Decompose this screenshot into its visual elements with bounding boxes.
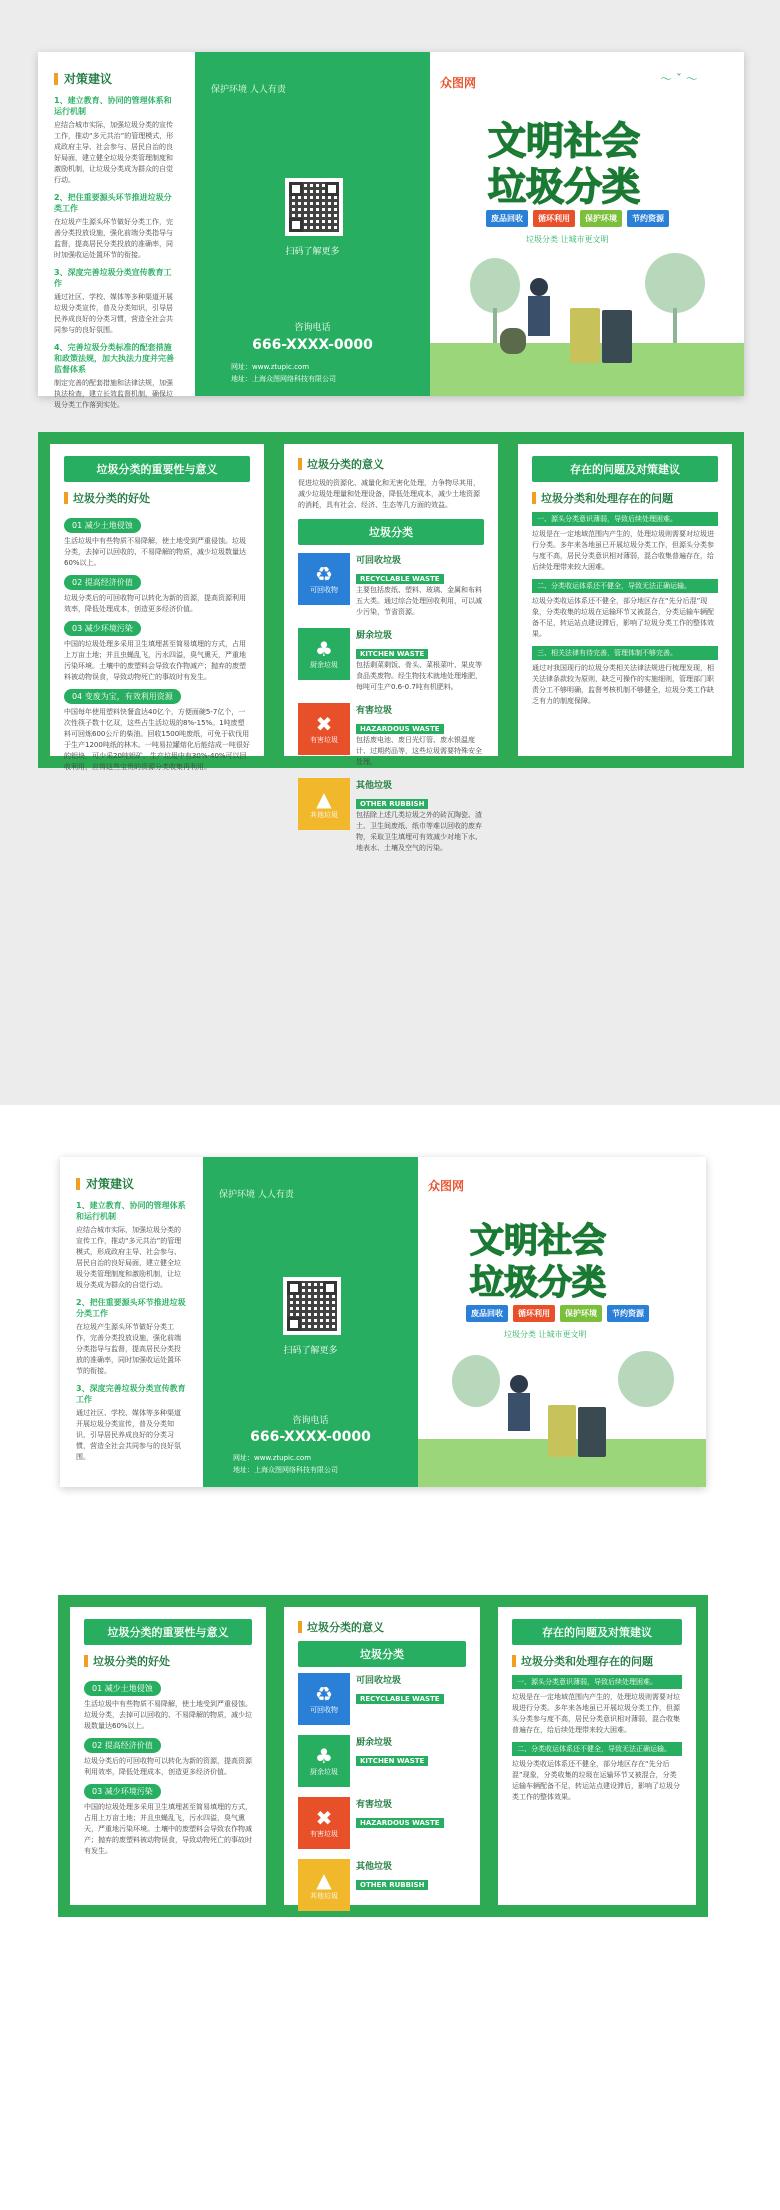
recyclable-icon-2: ♻ 可回收物 — [298, 1673, 350, 1725]
problems-heading-2: 垃圾分类和处理存在的问题 — [512, 1653, 682, 1669]
benefit-3-body-2: 中国的垃圾处理多采用卫生填埋甚至简易填埋的方式，占用上万亩土地；并且虫蝇乱飞，污水四溢，臭气熏天，严重地污染环境。土壤中的废塑料会导致农作物减产；抛弃的废塑料被动物误食，导致动物死亡的事故时有发生。 — [84, 1803, 252, 1855]
problem-1-label-2: 一、源头分类意识薄弱，导致后续处理困难。 — [512, 1675, 682, 1689]
hazardous-icon: ✖ 有害垃圾 — [298, 703, 350, 755]
address: 地址：上海众图网络科技有限公司 — [231, 375, 336, 383]
problem-3-body: 通过对我国现行的垃圾分类相关法律法规进行梳理发现，相关法律条款较为原则，缺乏可操作的实施细则，管理部门职责分工不够明确，监督考核机制不够健全，垃圾分类工作缺乏有力的制度保障。 — [532, 664, 714, 705]
strategy-heading-3b: 3、深度完善垃圾分类宣传教育工作 — [76, 1384, 186, 1404]
category-hazardous-2: ✖ 有害垃圾 有害垃圾 HAZARDOUS WASTE — [298, 1797, 466, 1849]
benefit-1-label: 01 减少土地侵蚀 — [64, 518, 141, 533]
panel-categories — [284, 444, 498, 852]
strategy-body-1b: 应结合城市实际，加强垃圾分类的宣传工作，推动“多元共治”的管理模式，形成政府主导、社会参与、居民自治的良好局面，建立健全垃圾分类管理制度和激励机制，让垃圾分类成为群众的自觉行动。 — [76, 1226, 182, 1289]
problems-heading: 垃圾分类和处理存在的问题 — [532, 490, 718, 506]
cover-title-line1-2: 文明社会 — [470, 1221, 606, 1261]
qr-caption: 扫码了解更多 — [285, 247, 340, 257]
meaning-heading: 垃圾分类的意义 — [298, 456, 484, 472]
panel-problems — [518, 444, 732, 756]
benefit-2-label-2: 02 提高经济价值 — [84, 1738, 161, 1753]
strategy-body-4: 制定完善的配套措施和法律法规，加强执法检查，建立长效监督机制，确保垃圾分类工作落到实处。 — [54, 379, 173, 409]
tag-save: 节约资源 — [627, 210, 669, 227]
birds-icon: 〜 ˇ 〜 — [660, 72, 698, 86]
benefit-1-body: 生活垃圾中有些物质不易降解，使土地受到严重侵蚀。垃圾分类，去掉可以回收的、不易降解的物质，减少垃圾数量达60%以上。 — [64, 537, 246, 567]
panel-cover-2 — [418, 1157, 706, 1487]
problem-2-label: 二、分类收运体系还不健全，导致无法正确运输。 — [532, 579, 718, 593]
benefits-heading: 垃圾分类的好处 — [64, 490, 250, 506]
cover-title-line2: 垃圾分类 — [488, 164, 641, 209]
panel-strategy-2 — [60, 1157, 203, 1487]
tag-reuse-2: 循环利用 — [513, 1305, 555, 1322]
category-kitchen-2: ♣ 厨余垃圾 厨余垃圾 KITCHEN WASTE — [298, 1735, 466, 1787]
panel-cover — [430, 52, 744, 396]
panel-categories-2 — [284, 1607, 480, 1905]
tag-save-2: 节约资源 — [607, 1305, 649, 1322]
hazardous-icon-2: ✖ 有害垃圾 — [298, 1797, 350, 1849]
website: 网址：www.ztupic.com — [231, 363, 310, 371]
problem-3-label: 三、相关法律有待完善，管理体制不够完善。 — [532, 646, 718, 660]
strategy-heading-3: 3、深度完善垃圾分类宣传教育工作 — [54, 268, 172, 288]
category-recyclable: ♻ 可回收物 可回收垃圾 RECYCLABLE WASTE 主要包括废纸、塑料、玻璃、金属和布料五大类。通过综合处理回收利用，可以减少污染，节省资源。 — [298, 553, 484, 618]
brand-logo-2: 众图网 — [428, 1179, 465, 1193]
strategy-body-2b: 在垃圾产生源头环节做好分类工作，完善分类投放设施，强化前端分类指导与监督，提高居民分类投放的准确率，同时加强收运处置环节的衔接。 — [76, 1323, 181, 1375]
cover-title-line2-2: 垃圾分类 — [470, 1263, 606, 1303]
panel-contact — [195, 52, 430, 396]
strategy-heading-4: 4、完善垃圾分类标准的配套措施和政策法规，加大执法力度并完善监督体系 — [54, 343, 174, 374]
benefit-2-label: 02 提高经济价值 — [64, 575, 141, 590]
contact-label: 咨询电话 — [294, 323, 331, 333]
tag-recycle: 废品回收 — [486, 210, 528, 227]
category-other-2: ▲ 其他垃圾 其他垃圾 OTHER RUBBISH — [298, 1859, 466, 1911]
benefit-1-body-2: 生活垃圾中有些物质不易降解，使土地受到严重侵蚀。垃圾分类，去掉可以回收的、不易降解的物质，减少垃圾数量达60%以上。 — [84, 1700, 252, 1730]
panel-strategy — [38, 52, 195, 409]
kitchen-waste-icon: ♣ 厨余垃圾 — [298, 628, 350, 680]
strategy-heading-2: 2、把住重要源头环节推进垃圾分类工作 — [54, 193, 172, 213]
tag-recycle-2: 废品回收 — [466, 1305, 508, 1322]
phone-number-2: 666-XXXX-0000 — [250, 1429, 371, 1445]
panel-contact-2 — [203, 1157, 418, 1487]
category-kitchen: ♣ 厨余垃圾 厨余垃圾 KITCHEN WASTE 包括剩菜剩饭、骨头、菜根菜叶、果皮等食品类废物。经生物技术就地处理堆肥，每吨可生产0.6-0.7吨有机肥料。 — [298, 628, 484, 693]
categories-banner: 垃圾分类 — [298, 519, 484, 545]
tag-reuse: 循环利用 — [533, 210, 575, 227]
strategy-title-2: 对策建议 — [76, 1175, 187, 1192]
benefit-2-body-2: 垃圾分类后的可回收物可以转化为新的资源，提高资源利用效率，降低处理成本，创造更多经济价值。 — [84, 1757, 252, 1776]
recyclable-icon: ♻ 可回收物 — [298, 553, 350, 605]
problem-1-body: 垃圾是在一定地域范围内产生的，处理垃圾则需要对垃圾进行分类。多年来各地虽已开展垃圾分类工作，但源头分类参与度不高，居民分类意识相对薄弱，混合收集普遍存在，给后续处理带来较大困难。 — [532, 530, 714, 571]
benefits-heading-2: 垃圾分类的好处 — [84, 1653, 252, 1669]
category-other: ▲ 其他垃圾 其他垃圾 OTHER RUBBISH 包括除上述几类垃圾之外的砖瓦陶瓷、渣土、卫生间废纸、纸巾等难以回收的废弃物，采取卫生填埋可有效减少对地下水、地表水、土壤及空气的污染。 — [298, 778, 484, 854]
brochure-inside — [38, 432, 744, 852]
strategy-heading-1b: 1、建立教育、协同的管理体系和运行机制 — [76, 1201, 186, 1221]
benefit-3-body: 中国的垃圾处理多采用卫生填埋甚至简易填埋的方式，占用上万亩土地；并且虫蝇乱飞，污水四溢，臭气熏天，严重地污染环境。土壤中的废塑料会导致农作物减产；抛弃的废塑料被动物误食，导致动物死亡的事故时有发生。 — [64, 640, 246, 681]
importance-banner-2: 垃圾分类的重要性与意义 — [84, 1619, 252, 1645]
recycling-scene-illustration — [430, 248, 744, 396]
problems-banner: 存在的问题及对策建议 — [532, 456, 718, 482]
qr-code-2[interactable] — [283, 1277, 341, 1335]
benefit-3-label-2: 03 减少环境污染 — [84, 1784, 161, 1799]
benefit-1-label-2: 01 减少土地侵蚀 — [84, 1681, 161, 1696]
cover-subtitle-2: 垃圾分类 让城市更文明 — [504, 1330, 587, 1339]
strategy-heading-1: 1、建立教育、协同的管理体系和运行机制 — [54, 96, 172, 116]
recycling-scene-illustration-2 — [418, 1347, 706, 1487]
strategy-body-2: 在垃圾产生源头环节做好分类工作，完善分类投放设施，强化前端分类指导与监督，提高居民分类投放的准确率，同时加强收运处置环节的衔接。 — [54, 218, 173, 259]
category-recyclable-2: ♻ 可回收物 可回收垃圾 RECYCLABLE WASTE — [298, 1673, 466, 1725]
problems-banner-2: 存在的问题及对策建议 — [512, 1619, 682, 1645]
other-rubbish-icon: ▲ 其他垃圾 — [298, 778, 350, 830]
problem-1-label: 一、源头分类意识薄弱，导致后续处理困难。 — [532, 512, 718, 526]
cover-subtitle: 垃圾分类 让城市更文明 — [526, 235, 609, 244]
cover-tags-2 — [466, 1305, 649, 1322]
benefit-3-label: 03 减少环境污染 — [64, 621, 141, 636]
panel-problems-2 — [498, 1607, 696, 1905]
brochure-outside — [38, 52, 744, 409]
problem-2-body-2: 垃圾分类收运体系还不健全，部分地区存在“先分后混”现象，分类收集的垃圾在运输环节又被混合，分类运输车辆配备不足，转运站点建设滞后，影响了垃圾分类工作的整体效果。 — [512, 1760, 680, 1801]
problem-1-body-2: 垃圾是在一定地域范围内产生的，处理垃圾则需要对垃圾进行分类。多年来各地虽已开展垃圾分类工作，但源头分类参与度不高，居民分类意识相对薄弱，混合收集普遍存在，给后续处理带来较大困难。 — [512, 1693, 680, 1734]
brochure-outside-2 — [60, 1157, 706, 1487]
category-hazardous: ✖ 有害垃圾 有害垃圾 HAZARDOUS WASTE 包括废电池、废日光灯管、废水银温度计、过期药品等，这些垃圾需要特殊安全处理。 — [298, 703, 484, 768]
strategy-heading-2b: 2、把住重要源头环节推进垃圾分类工作 — [76, 1298, 186, 1318]
benefit-4-body: 中国每年使用塑料快餐盒达40亿个，方便面碗5-7亿个，一次性筷子数十亿双，这些占生活垃圾的8%-15%。1吨废塑料可回炼600公斤的柴油。回收1500吨废纸，可免于砍伐用于生产1200吨纸的林木。一吨易拉罐熔化后能结成一吨很好的铝块，可少采20吨铝矿。生产垃圾中有30%-40%可以回收利用，应将这些宝贵的资源分类收集再利用。 — [64, 708, 250, 771]
cover-tags — [486, 210, 669, 227]
qr-caption-2: 扫码了解更多 — [283, 1346, 338, 1356]
cover-title-line1: 文明社会 — [488, 118, 641, 163]
benefit-4-label: 04 变废为宝，有效利用资源 — [64, 689, 181, 704]
other-rubbish-icon-2: ▲ 其他垃圾 — [298, 1859, 350, 1911]
importance-banner: 垃圾分类的重要性与意义 — [64, 456, 250, 482]
slogan-2: 保护环境 人人有责 — [219, 1190, 294, 1200]
meaning-heading-2: 垃圾分类的意义 — [298, 1619, 466, 1635]
kitchen-waste-icon-2: ♣ 厨余垃圾 — [298, 1735, 350, 1787]
strategy-title: 对策建议 — [54, 70, 179, 87]
strategy-body-3: 通过社区、学校、媒体等多种渠道开展垃圾分类宣传，普及分类知识，引导居民养成良好的分类习惯，营造全社会共同参与的良好氛围。 — [54, 293, 173, 334]
tag-protect: 保护环境 — [580, 210, 622, 227]
panel-importance-2 — [70, 1607, 266, 1905]
address-2: 地址：上海众图网络科技有限公司 — [233, 1466, 338, 1474]
meaning-body: 促进垃圾的资源化、减量化和无害化处理，力争物尽其用，减少垃圾处理量和处理设备，降低处理成本，减少土地资源的消耗，具有社会、经济、生态等几方面的效益。 — [298, 479, 480, 509]
website-2: 网址：www.ztupic.com — [233, 1454, 312, 1462]
preview-bottom — [0, 1105, 780, 2210]
problem-2-label-2: 二、分类收运体系还不健全，导致无法正确运输。 — [512, 1742, 682, 1756]
brochure-inside-2 — [58, 1595, 708, 1917]
contact-label-2: 咨询电话 — [292, 1416, 329, 1426]
phone-number: 666-XXXX-0000 — [252, 337, 373, 353]
slogan: 保护环境 人人有责 — [211, 85, 286, 95]
tag-protect-2: 保护环境 — [560, 1305, 602, 1322]
qr-code[interactable] — [285, 178, 343, 236]
brand-logo: 众图网 — [440, 76, 477, 90]
benefit-2-body: 垃圾分类后的可回收物可以转化为新的资源，提高资源利用效率，降低处理成本，创造更多经济价值。 — [64, 594, 246, 613]
categories-banner-2: 垃圾分类 — [298, 1641, 466, 1667]
panel-importance — [50, 444, 264, 771]
problem-2-body: 垃圾分类收运体系还不健全，部分地区存在“先分后混”现象，分类收集的垃圾在运输环节又被混合，分类运输车辆配备不足，转运站点建设滞后，影响了垃圾分类工作的整体效果。 — [532, 597, 714, 638]
strategy-body-1: 应结合城市实际，加强垃圾分类的宣传工作，推动“多元共治”的管理模式，形成政府主导、社会参与、居民自治的良好局面，建立健全垃圾分类管理制度和激励机制，让垃圾分类成为群众的自觉行动。 — [54, 121, 174, 184]
strategy-body-3b: 通过社区、学校、媒体等多种渠道开展垃圾分类宣传，普及分类知识，引导居民养成良好的分类习惯，营造全社会共同参与的良好氛围。 — [76, 1409, 181, 1461]
